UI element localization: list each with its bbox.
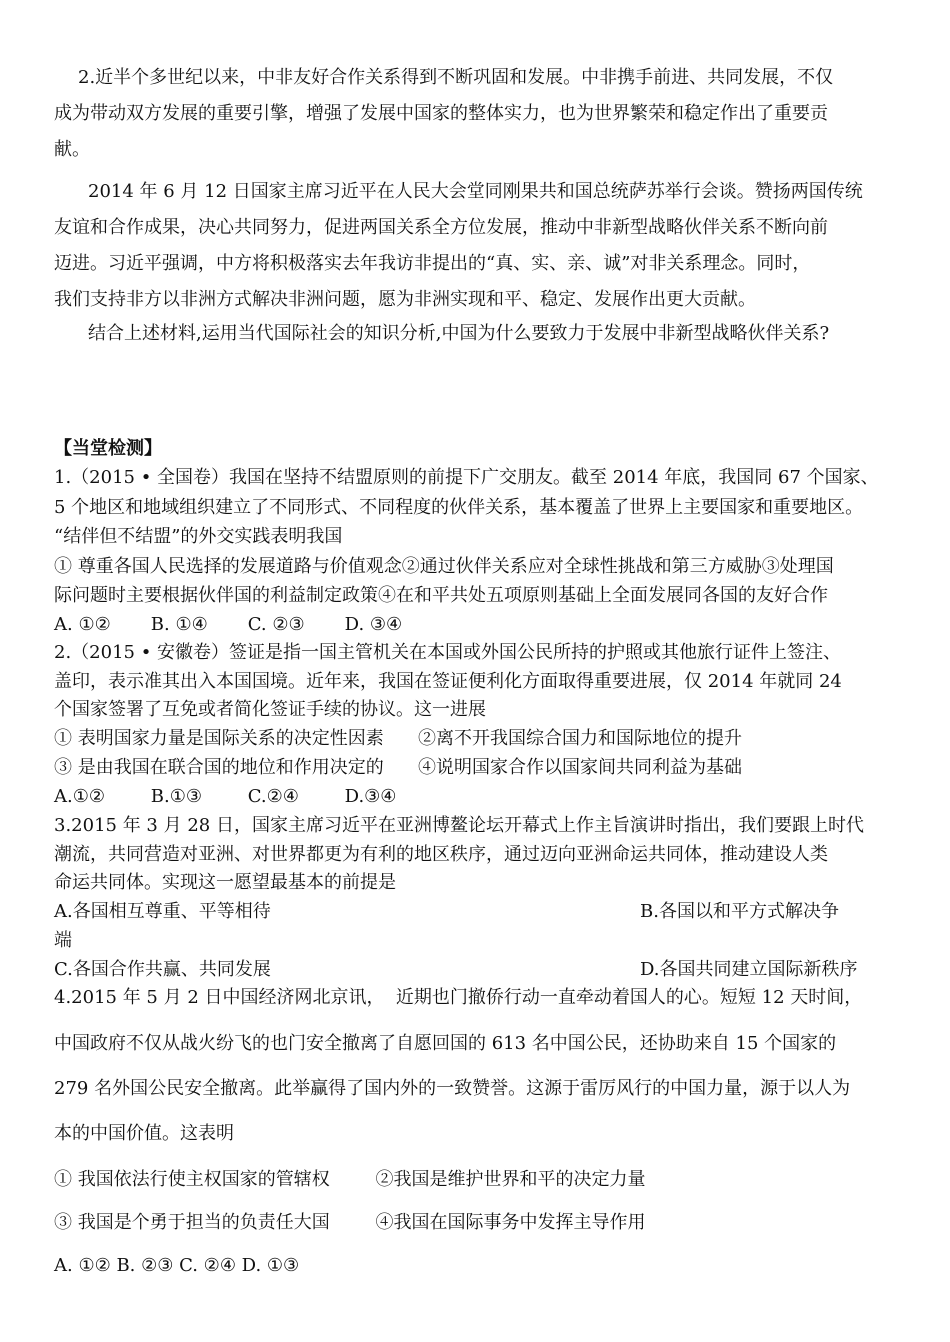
q2-options: A.①② B.①③ C.②④ D.③④ — [54, 786, 397, 807]
material-line: 献。 — [54, 139, 90, 160]
q4-stem-line: 4.2015 年 5 月 2 日中国经济网北京讯， 近期也门撤侨行动一直牵动着国人的心。短短 12 天时间， — [54, 987, 863, 1008]
material-line: 成为带动双方发展的重要引擎，增强了发展中国家的整体实力，也为世界繁荣和稳定作出了重要贡 — [54, 103, 828, 124]
q1-statement-line: ① 尊重各国人民选择的发展道路与价值观念②通过伙伴关系应对全球性挑战和第三方威胁③处理国 — [54, 556, 834, 577]
material-line: 我们支持非方以非洲方式解决非洲问题，愿为非洲实现和平、稳定、发展作出更大贡献。 — [54, 289, 756, 310]
material-line: 2.近半个多世纪以来，中非友好合作关系得到不断巩固和发展。中非携手前进、共同发展，不仅 — [78, 67, 834, 88]
section-title: 【当堂检测】 — [54, 438, 162, 459]
q4-stem-line: 279 名外国公民安全撤离。此举赢得了国内外的一致赞誉。这源于雷厉风行的中国力量，源于以人为 — [54, 1078, 851, 1099]
q3-option-c: C.各国合作共赢、共同发展 — [54, 959, 271, 980]
q2-stem-line: 盖印，表示准其出入本国国境。近年来，我国在签证便利化方面取得重要进展，仅 2014 年就同 24 — [54, 671, 842, 692]
q3-stem-line: 潮流，共同营造对亚洲、对世界都更为有利的地区秩序，通过迈向亚洲命运共同体，推动建设人类 — [54, 844, 828, 865]
q4-statement-line: ① 我国依法行使主权国家的管辖权 ②我国是维护世界和平的决定力量 — [54, 1169, 646, 1190]
q2-stem-line: 2.（2015 • 安徽卷）签证是指一国主管机关在本国或外国公民所持的护照或其他旅行证件上签注、 — [54, 642, 842, 663]
q4-stem-line: 本的中国价值。这表明 — [54, 1123, 234, 1144]
q1-stem-line: 5 个地区和地域组织建立了不同形式、不同程度的伙伴关系，基本覆盖了世界上主要国家和重要地区。 — [54, 497, 864, 518]
q2-statement-line: ① 表明国家力量是国际关系的决定性因素 ②离不开我国综合国力和国际地位的提升 — [54, 728, 743, 749]
q3-stem-line: 命运共同体。实现这一愿望最基本的前提是 — [54, 872, 396, 893]
q1-stem-line: 1.（2015 • 全国卷）我国在坚持不结盟原则的前提下广交朋友。截至 2014 年底，我国同 67 个国家、 — [54, 467, 879, 488]
q4-statement-line: ③ 我国是个勇于担当的负责任大国 ④我国在国际事务中发挥主导作用 — [54, 1212, 646, 1233]
material-line: 2014 年 6 月 12 日国家主席习近平在人民大会堂同刚果共和国总统萨苏举行会谈。赞扬两国传统 — [88, 181, 863, 202]
q3-option-d: D.各国共同建立国际新秩序 — [640, 959, 858, 980]
q2-statement-line: ③ 是由我国在联合国的地位和作用决定的 ④说明国家合作以国家间共同利益为基础 — [54, 757, 743, 778]
q1-options: A. ①② B. ①④ C. ②③ D. ③④ — [54, 614, 403, 635]
q3-option-b-continued: 端 — [54, 930, 72, 951]
q3-option-b: B.各国以和平方式解决争 — [640, 901, 839, 922]
q1-statement-line: 际问题时主要根据伙伴国的利益制定政策④在和平共处五项原则基础上全面发展同各国的友好合作 — [54, 585, 828, 606]
q4-options: A. ①② B. ②③ C. ②④ D. ①③ — [54, 1255, 300, 1276]
material-line: 迈进。习近平强调，中方将积极落实去年我访非提出的“真、实、亲、诚”对非关系理念。同时， — [54, 253, 811, 274]
q4-stem-line: 中国政府不仅从战火纷飞的也门安全撤离了自愿回国的 613 名中国公民，还协助来自 15 个国家的 — [54, 1033, 837, 1054]
q2-stem-line: 个国家签署了互免或者简化签证手续的协议。这一进展 — [54, 699, 486, 720]
q1-stem-line: “结伴但不结盟”的外交实践表明我国 — [54, 526, 343, 547]
q3-option-a: A.各国相互尊重、平等相待 — [54, 901, 271, 922]
material-line: 友谊和合作成果，决心共同努力，促进两国关系全方位发展，推动中非新型战略伙伴关系不断向前 — [54, 217, 828, 238]
q3-stem-line: 3.2015 年 3 月 28 日，国家主席习近平在亚洲博鳌论坛开幕式上作主旨演讲时指出，我们要跟上时代 — [54, 815, 864, 836]
material-question: 结合上述材料,运用当代国际社会的知识分析,中国为什么要致力于发展中非新型战略伙伴关系? — [88, 323, 830, 344]
